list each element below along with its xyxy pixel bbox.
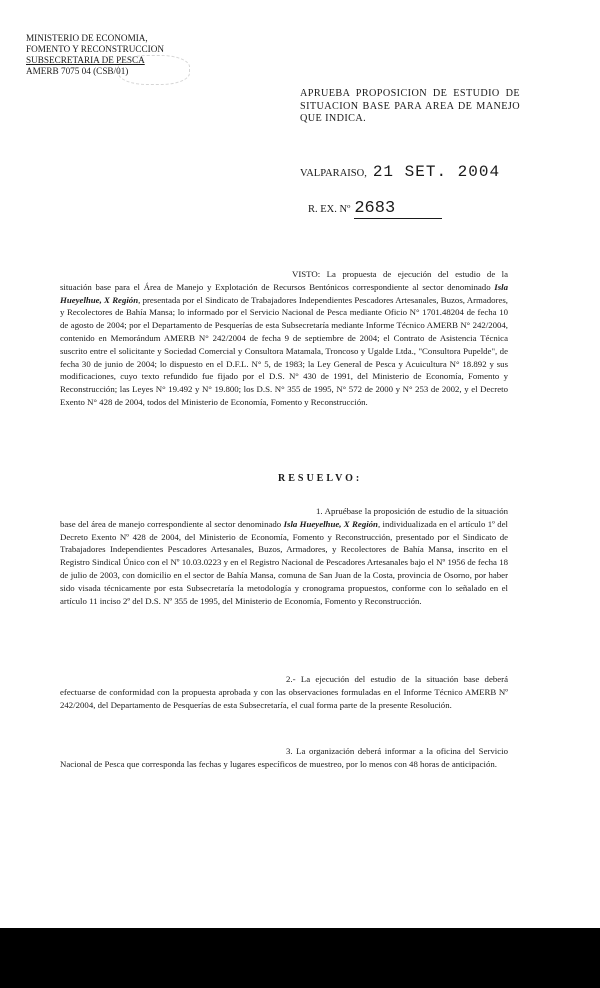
clause-1-text-2: , individualizada en el artículo 1º del Decreto Exento Nº 428 de 2004, del Ministerio de Economía, Fomento y Reconstrucción, presentado por el Sindicato de Trabajadores Independientes Pescadores Artesanales, Buzos, Armadores, y Recolectores de Bahía Mansa, inscrito en el Registro Sindical Único con el Nº 10.03.0223 y en el Registro Nacional de Pescadores Artesanales bajo el Nº 1956 de fecha 18 de julio de 2003, con domicilio en el sector de Bahía Mansa, comuna de San Juan de la Costa, provincia de Osorno, por haber sido visada técnicamente por esta Subsecretaría la metodología y cronograma propuestos, conforme con lo señalado en el artículo 11 inciso 2º del D.S. Nº 355 de 1995, del Ministerio de Economía, Fomento y Reconstrucción. bbox=[60, 518, 509, 606]
clause-3-text: 3. La organización deberá informar a la oficina del Servicio Nacional de Pesca que corresponda las fechas y lugares específicos de muestreo, por lo menos con 48 horas de anticipación. bbox=[60, 746, 508, 769]
clause-1 bbox=[60, 505, 508, 607]
resolution-subject: APRUEBA PROPOSICION DE ESTUDIO DE SITUACION BASE PARA AREA DE MANEJO QUE INDICA. bbox=[300, 88, 520, 124]
letterhead-ministry: MINISTERIO DE ECONOMIA, bbox=[26, 33, 148, 43]
letterhead-subsecretaria: SUBSECRETARIA DE PESCA bbox=[26, 55, 145, 65]
resolution-number bbox=[308, 200, 442, 219]
visto-text-2: , presentada por el Sindicato de Trabajadores Independientes Pescadores Artesanales, Buzos, Armadores, y Recolectores de Bahía Mansa; lo informado por el Servicio Nacional de Pesca mediante Oficio N° 1701.48204 de fecha 10 de agosto de 2004; por el Departamento de Pesquerías de esta Subsecretaría mediante Informe Técnico AMERB N° 242/2004, contenido en Memorándum AMERB N° 242/2004 de fecha 9 de septiembre de 2004; el Contrato de Asistencia Técnica suscrito entre el solicitante y Sociedad Comercial y Consultora Matamala, Troncoso y Ugalde Ltda., "Consultora Pupelde", de fecha 30 de junio de 2004; lo dispuesto en el D.F.L. N° 5, de 1983; la Ley General de Pesca y Acuicultura N° 18.892 y sus modificaciones, cuyo texto refundido fue fijado por el D.S. N° 430 de 1991, del Ministerio de Economía, Fomento y Reconstrucción; las Leyes N° 19.492 y N° 19.800; los D.S. N° 355 de 1995, N° 572 de 2000 y N° 253 de 2002, y el Decreto Exento N° 428 de 2004, todos del Ministerio de Economía, Fomento y Reconstrucción. bbox=[60, 294, 509, 407]
visto-label: VISTO: bbox=[292, 269, 321, 279]
visto-text-1: La propuesta de ejecución del estudio de la situación base para el Área de Manejo y Explotación de Recursos Bentónicos correspondiente al sector denominado bbox=[60, 269, 509, 292]
clause-1-sector: Isla Hueyelhue, X Región bbox=[283, 518, 378, 529]
date-stamp: 21 SET. 2004 bbox=[372, 163, 501, 181]
place: VALPARAISO, bbox=[300, 168, 367, 179]
letterhead-ministry-2: FOMENTO Y RECONSTRUCCION bbox=[26, 44, 164, 54]
resolution-prefix: R. EX. Nº bbox=[308, 204, 351, 215]
visto-paragraph bbox=[60, 268, 508, 409]
letterhead-reference: AMERB 7075 04 (CSB/01) bbox=[26, 66, 129, 76]
resolution-number-value: 2683 bbox=[354, 200, 442, 219]
resuelvo-heading: RESUELVO: bbox=[278, 473, 363, 484]
clause-2-text: 2.- La ejecución del estudio de la situación base deberá efectuarse de conformidad con la propuesta aprobada y con las observaciones formuladas en el Informe Técnico AMERB Nº 242/2004, del Departamento de Pesquerías de esta Subsecretaría, el cual forma parte de la presente Resolución. bbox=[60, 674, 508, 710]
visto-sector: Isla Hueyelhue, X Región bbox=[60, 281, 508, 305]
place-date bbox=[300, 163, 500, 181]
clause-2 bbox=[60, 673, 508, 711]
stamp-mark bbox=[118, 55, 190, 85]
scan-bottom-border bbox=[0, 928, 600, 988]
clause-3 bbox=[60, 745, 508, 771]
clause-1-text-1: 1. Apruébase la proposición de estudio de la situación base del área de manejo correspondiente al sector denominado bbox=[60, 506, 508, 529]
